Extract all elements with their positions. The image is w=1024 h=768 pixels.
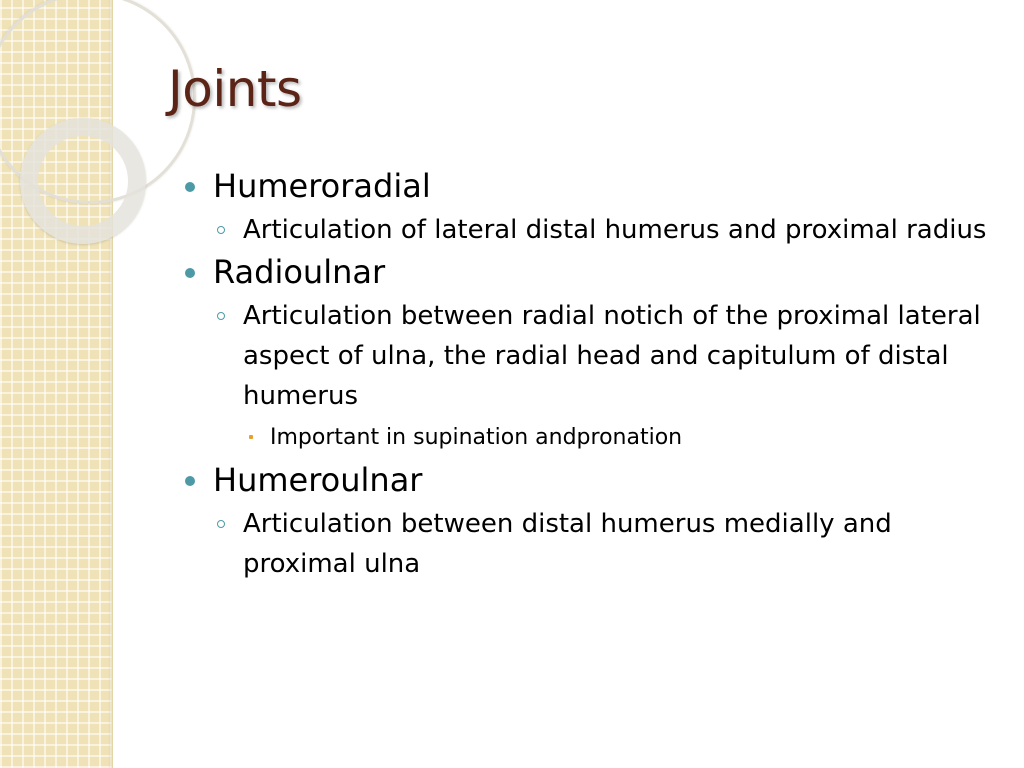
sub-bullet-item (213, 296, 1004, 416)
sub-bullet-text: Articulation between distal humerus medially and proximal ulna (243, 509, 892, 579)
small-square-bullet-icon (249, 435, 253, 439)
decorative-side-panel (0, 0, 113, 768)
sub-sub-bullet-item (243, 418, 1004, 458)
sub-bullet-text: Articulation between radial notich of the proximal lateral aspect of ulna, the radial head and capitulum of distal humerus (243, 301, 981, 411)
bullet-text: Humeroulnar (213, 461, 423, 499)
sub-bullet-item (213, 504, 1004, 584)
sub-sub-bullet-text: Important in supination andpronation (270, 425, 683, 450)
bullet-list (184, 166, 1004, 586)
hollow-circle-bullet-icon (217, 312, 225, 320)
bullet-item (184, 460, 1004, 500)
bullet-text: Humeroradial (213, 167, 431, 205)
hollow-circle-bullet-icon (217, 520, 225, 528)
bullet-text: Radioulnar (213, 253, 386, 291)
bullet-item (184, 166, 1004, 206)
slide-title: Joints (168, 60, 302, 118)
filled-circle-bullet-icon (185, 182, 195, 192)
filled-circle-bullet-icon (185, 476, 195, 486)
hollow-circle-bullet-icon (217, 226, 225, 234)
sub-bullet-text: Articulation of lateral distal humerus and proximal radius (243, 215, 987, 245)
bullet-item (184, 252, 1004, 292)
sub-bullet-item (213, 210, 1004, 250)
filled-circle-bullet-icon (185, 268, 195, 278)
